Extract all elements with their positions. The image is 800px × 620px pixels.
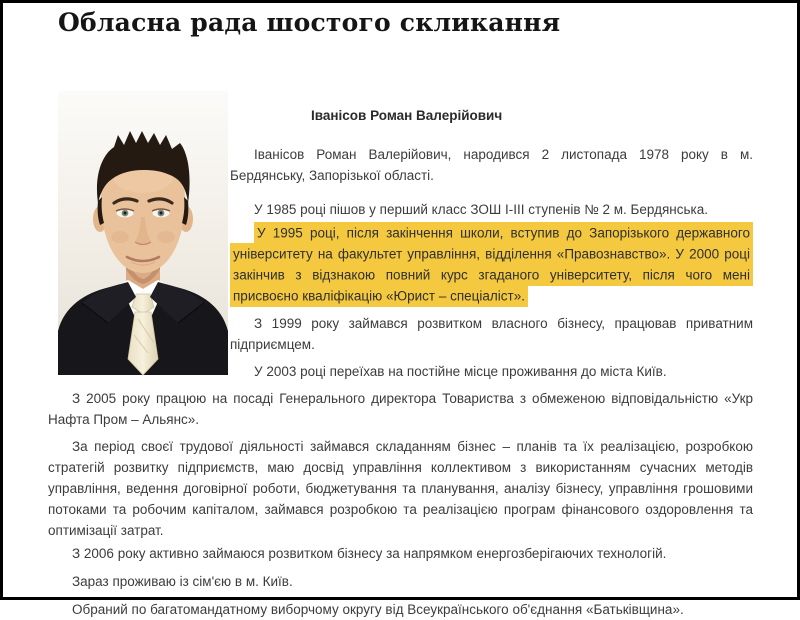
bio-paragraph (230, 222, 753, 306)
bio-paragraphs-full-width (48, 377, 753, 620)
bio-paragraphs-beside-photo (230, 144, 753, 382)
highlighted-text: У 1995 році, після закінчення школи, вступив до Запорізького державного університету на факультет управління, відділення «Правознавство». У 2000 році закінчив з відзнакою повний курс згаданого університету, після чого мені присвоєно кваліфікацію «Юрист – спеціаліст». (230, 222, 753, 307)
bio-paragraph: З 1999 року займався розвитком власного бізнесу, працював приватним підприємцем. (230, 316, 753, 352)
bio-paragraph: Зараз проживаю із сім'єю в м. Київ. (72, 574, 293, 589)
portrait-photo (58, 91, 228, 375)
bio-paragraph: Іванісов Роман Валерійович, народився 2 листопада 1978 року в м. Бердянську, Запорізької області. (230, 147, 753, 183)
bio-text-column (230, 91, 753, 382)
page-title: Обласна рада шостого скликання (58, 8, 561, 37)
person-name: Іванісов Роман Валерійович (311, 108, 503, 123)
bio-paragraph: Обраний по багатомандатному виборчому округу від Всеукраїнського об'єднання «Батьківщина». (72, 602, 684, 617)
bio-paragraph: З 2005 року працюю на посаді Генерального директора Товариства з обмеженою відповідальністю «Укр Нафта Пром – Альянс». (48, 391, 753, 427)
bio-paragraph: У 1985 році пішов у перший класс ЗОШ І-ІІІ ступенів № 2 м. Бердянська. (254, 202, 708, 217)
bio-paragraph: У 2003 році переїхав на постійне місце проживання до міста Київ. (254, 364, 667, 379)
bio-paragraph: За період своєї трудової діяльності займався складанням бізнес – планів та їх реалізацією, розробкою стратегій розвитку підприємств, маю досвід управління коллективом з використанням сучасних методів управління, ведення договірної роботи, бюджетування та планування, аналізу бізнесу, управління грошовими потоками та робочим капіталом, займався розробкою та реалізацією програм фінансового оздоровлення та оптимізації затрат. (48, 439, 753, 538)
portrait-photo-image (58, 91, 228, 375)
bio-paragraph: З 2006 року активно займаюся розвитком бізнесу за напрямком енергозберігаючих технологій. (72, 546, 667, 561)
